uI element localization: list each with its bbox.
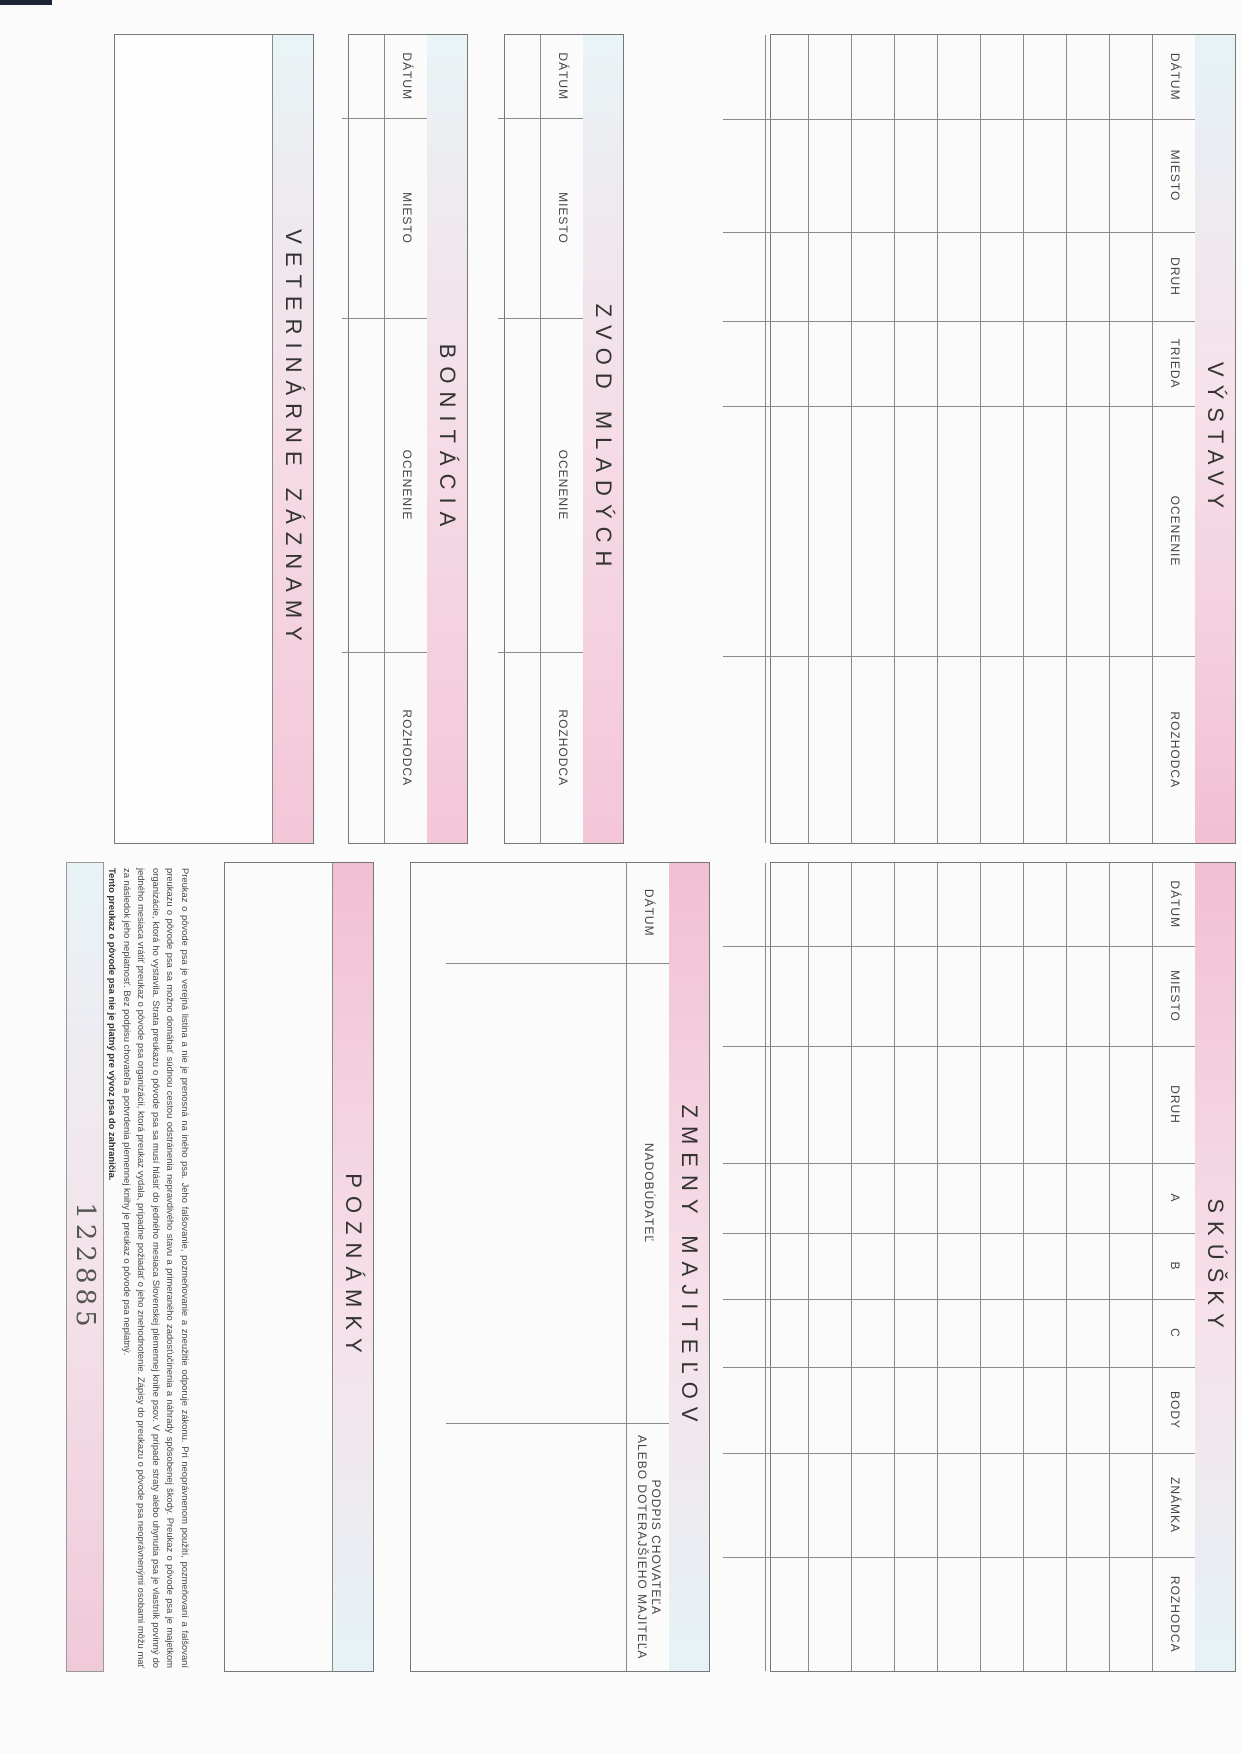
table-cell[interactable] (766, 1299, 809, 1367)
table-cell[interactable] (852, 406, 895, 656)
table-cell[interactable] (809, 406, 852, 656)
col-a: A (1153, 1163, 1196, 1233)
table-cell[interactable] (852, 35, 895, 119)
table-row (723, 35, 766, 843)
table-cell[interactable] (981, 406, 1024, 656)
table-cell[interactable] (938, 1557, 981, 1671)
table-cell[interactable] (895, 1163, 938, 1233)
table-cell[interactable] (342, 35, 385, 118)
table-cell[interactable] (1110, 1367, 1153, 1453)
zmeny-rows (446, 863, 627, 1671)
skusky-section (770, 862, 1236, 1672)
table-cell[interactable] (1110, 656, 1153, 843)
table-row (342, 35, 385, 843)
col-rozhodca: ROZHODCA (541, 652, 584, 843)
veterinarne-zaznamy-section (114, 34, 314, 844)
col-datum: DÁTUM (627, 863, 670, 963)
table-cell[interactable] (1067, 863, 1110, 946)
table-cell[interactable] (809, 863, 852, 946)
vet-title: VETERINÁRNE ZÁZNAMY (273, 35, 313, 843)
table-cell[interactable] (1024, 1299, 1067, 1367)
table-cell[interactable] (809, 119, 852, 232)
col-rozhodca: ROZHODCA (1153, 656, 1196, 843)
bonitacia-title: BONITÁCIA (427, 35, 467, 843)
col-rozhodca: ROZHODCA (1153, 1557, 1196, 1671)
table-cell[interactable] (1110, 1046, 1153, 1163)
col-c: C (1153, 1299, 1196, 1367)
table-cell[interactable] (723, 1367, 766, 1453)
table-row (981, 35, 1024, 843)
table-cell[interactable] (809, 1233, 852, 1299)
serial-number: 122885 (66, 862, 104, 1672)
bonitacia-section (348, 34, 468, 844)
poznamky-area (224, 863, 333, 1671)
table-cell[interactable] (809, 1299, 852, 1367)
table-cell[interactable] (852, 1046, 895, 1163)
table-cell[interactable] (766, 863, 809, 946)
zvod-title: ZVOD MLADÝCH (583, 35, 623, 843)
table-cell[interactable] (766, 119, 809, 232)
table-cell[interactable] (1067, 1367, 1110, 1453)
table-cell[interactable] (766, 1557, 809, 1671)
table-cell[interactable] (1067, 406, 1110, 656)
col-podpis-line2: ALEBO DOTERAJŠIEHO MAJITEĽA (635, 1435, 649, 1660)
table-cell[interactable] (766, 1046, 809, 1163)
table-cell[interactable] (852, 1557, 895, 1671)
table-cell[interactable] (938, 232, 981, 321)
table-cell[interactable] (981, 232, 1024, 321)
table-cell[interactable] (1024, 406, 1067, 656)
table-cell[interactable] (1067, 946, 1110, 1046)
table-cell[interactable] (1024, 1453, 1067, 1557)
table-cell[interactable] (1024, 232, 1067, 321)
col-nadobudatel: NADOBÚDATEĽ (627, 963, 670, 1423)
zvod-mladych-section (504, 34, 624, 844)
table-cell[interactable] (766, 1367, 809, 1453)
table-cell[interactable] (895, 863, 938, 946)
col-druh: DRUH (1153, 1046, 1196, 1163)
vystavy-rows (723, 35, 1153, 843)
table-cell[interactable] (981, 1557, 1024, 1671)
table-cell[interactable] (723, 321, 766, 406)
table-cell[interactable] (1110, 1163, 1153, 1233)
table-cell[interactable] (938, 1046, 981, 1163)
vystavy-title: VÝSTAVY (1195, 35, 1235, 843)
col-miesto: MIESTO (1153, 119, 1196, 232)
table-cell[interactable] (1067, 1163, 1110, 1233)
table-row (895, 35, 938, 843)
table-cell[interactable] (981, 656, 1024, 843)
table-cell[interactable] (1110, 1453, 1153, 1557)
poznamky-title: POZNÁMKY (333, 863, 373, 1671)
table-cell[interactable] (852, 656, 895, 843)
zmeny-header-row (627, 863, 670, 1671)
table-cell[interactable] (981, 35, 1024, 119)
col-ocenenie: OCENENIE (541, 318, 584, 652)
table-cell[interactable] (498, 318, 541, 652)
table-cell[interactable] (446, 963, 627, 1423)
table-cell[interactable] (895, 1367, 938, 1453)
table-cell[interactable] (446, 1423, 627, 1671)
zmeny-majitelov-section (410, 862, 710, 1672)
table-cell[interactable] (981, 946, 1024, 1046)
table-cell[interactable] (895, 119, 938, 232)
table-row (938, 863, 981, 1671)
table-row (852, 35, 895, 843)
col-podpis-line1: PODPIS CHOVATEĽA (648, 1479, 663, 1616)
col-druh: DRUH (1153, 232, 1196, 321)
skusky-title: SKÚŠKY (1195, 863, 1235, 1671)
table-cell[interactable] (809, 1163, 852, 1233)
table-cell[interactable] (809, 1557, 852, 1671)
table-row (723, 863, 766, 1671)
table-cell[interactable] (938, 321, 981, 406)
table-cell[interactable] (895, 232, 938, 321)
table-cell[interactable] (342, 318, 385, 652)
table-cell[interactable] (1110, 946, 1153, 1046)
table-cell[interactable] (1024, 863, 1067, 946)
vystavy-header-row (1153, 35, 1196, 843)
table-cell[interactable] (766, 35, 809, 119)
table-cell[interactable] (1110, 232, 1153, 321)
col-b: B (1153, 1233, 1196, 1299)
table-cell[interactable] (723, 1046, 766, 1163)
legal-notice-text: Preukaz o pôvode psa je verejná listina a nie je prenosná na iného psa. Jeho falšovanie, pozmeňovanie a zneužitie odporuje zákonu. Pri neoprávnenom použití, pozmeňovaní a falšovaní preukazu o pôvode psa sa možno domáhať súdnou cestou odstránenia nepravdivého stavu a primeraného zadosťučinenia a náhrady spôsobenej škody. Preukaz o pôvode psa je majetkom organizácie, ktorá ho vystavila. Strata preukazu o pôvode psa sa musí hlásiť do jedného mesiaca Slovenskej plemennej knihe psov. V prípade straty alebo uhynutia psa je vlastník povinný do jedného mesiaca vrátiť preukaz o pôvode psa organizácii, ktorá preukaz vydala, prípadne požiadať o jeho znehodnotenie. Zápisy do preukazu o pôvode psa neoprávnenými osobami môžu mať za následok jeho neplatnosť. Bez podpisu chovateľa a potvrdenia plemennej knihy je preukaz o pôvode psa neplatný. (121, 868, 191, 1668)
table-cell[interactable] (895, 321, 938, 406)
col-miesto: MIESTO (541, 118, 584, 318)
table-cell[interactable] (766, 1233, 809, 1299)
table-cell[interactable] (852, 1233, 895, 1299)
table-cell[interactable] (981, 863, 1024, 946)
table-cell[interactable] (938, 1299, 981, 1367)
table-cell[interactable] (1024, 656, 1067, 843)
table-cell[interactable] (938, 119, 981, 232)
skusky-header-row (1153, 863, 1196, 1671)
table-cell[interactable] (852, 946, 895, 1046)
table-cell[interactable] (938, 863, 981, 946)
table-cell[interactable] (1024, 1046, 1067, 1163)
table-row (852, 863, 895, 1671)
table-row (938, 35, 981, 843)
table-cell[interactable] (938, 406, 981, 656)
zvod-header-row (541, 35, 584, 843)
table-cell[interactable] (981, 1367, 1024, 1453)
table-cell[interactable] (1024, 946, 1067, 1046)
table-cell[interactable] (342, 118, 385, 318)
table-cell[interactable] (498, 118, 541, 318)
table-cell[interactable] (895, 1557, 938, 1671)
table-cell[interactable] (1024, 1163, 1067, 1233)
table-row (446, 863, 627, 1671)
table-cell[interactable] (1110, 406, 1153, 656)
col-datum: DÁTUM (541, 35, 584, 118)
table-cell[interactable] (498, 35, 541, 118)
table-row (809, 863, 852, 1671)
table-cell[interactable] (1067, 119, 1110, 232)
table-cell[interactable] (1067, 1557, 1110, 1671)
bonitacia-header-row (385, 35, 428, 843)
table-cell[interactable] (895, 1233, 938, 1299)
table-cell[interactable] (1024, 1557, 1067, 1671)
col-znamka: ZNÁMKA (1153, 1453, 1196, 1557)
table-cell[interactable] (723, 946, 766, 1046)
table-cell[interactable] (852, 1453, 895, 1557)
skusky-rows (723, 863, 1153, 1671)
table-row (766, 863, 809, 1671)
table-cell[interactable] (723, 406, 766, 656)
table-cell[interactable] (938, 1163, 981, 1233)
table-cell[interactable] (1024, 35, 1067, 119)
table-cell[interactable] (981, 1299, 1024, 1367)
table-row (1067, 35, 1110, 843)
table-cell[interactable] (1067, 1233, 1110, 1299)
zvod-rows (498, 35, 541, 843)
table-row (1110, 35, 1153, 843)
table-cell[interactable] (938, 1233, 981, 1299)
table-cell[interactable] (809, 946, 852, 1046)
table-cell[interactable] (852, 232, 895, 321)
table-row (1110, 863, 1153, 1671)
table-cell[interactable] (895, 1046, 938, 1163)
bonitacia-rows (342, 35, 385, 843)
table-cell[interactable] (809, 232, 852, 321)
table-cell[interactable] (809, 656, 852, 843)
col-datum: DÁTUM (1153, 35, 1196, 119)
table-cell[interactable] (1067, 232, 1110, 321)
table-cell[interactable] (938, 1453, 981, 1557)
table-cell[interactable] (723, 232, 766, 321)
table-cell[interactable] (895, 1299, 938, 1367)
table-cell[interactable] (1110, 863, 1153, 946)
table-cell[interactable] (723, 1557, 766, 1671)
table-cell[interactable] (852, 119, 895, 232)
table-cell[interactable] (766, 1453, 809, 1557)
table-cell[interactable] (981, 119, 1024, 232)
table-cell[interactable] (809, 1367, 852, 1453)
zvod-table (498, 35, 583, 843)
table-row (895, 863, 938, 1671)
col-datum: DÁTUM (385, 35, 428, 118)
table-cell[interactable] (1110, 1299, 1153, 1367)
col-miesto: MIESTO (1153, 946, 1196, 1046)
table-cell[interactable] (342, 652, 385, 843)
zmeny-table (446, 863, 669, 1671)
col-ocenenie: OCENENIE (1153, 406, 1196, 656)
table-cell[interactable] (766, 406, 809, 656)
col-datum: DÁTUM (1153, 863, 1196, 946)
zmeny-title: ZMENY MAJITEĽOV (669, 863, 709, 1671)
table-cell[interactable] (1024, 1367, 1067, 1453)
table-row (1024, 863, 1067, 1671)
table-row (809, 35, 852, 843)
table-cell[interactable] (1067, 1299, 1110, 1367)
table-cell[interactable] (723, 1163, 766, 1233)
table-cell[interactable] (1024, 321, 1067, 406)
table-cell[interactable] (938, 35, 981, 119)
table-cell[interactable] (1110, 1233, 1153, 1299)
table-cell[interactable] (895, 656, 938, 843)
table-cell[interactable] (895, 1453, 938, 1557)
legal-notice-bold: Tento preukaz o pôvode psa nie je platný pre vývoz psa do zahraničia. (107, 868, 119, 1181)
legal-notice (105, 868, 192, 1668)
table-cell[interactable] (895, 946, 938, 1046)
table-cell[interactable] (852, 1163, 895, 1233)
table-cell[interactable] (766, 656, 809, 843)
col-trieda: TRIEDA (1153, 321, 1196, 406)
table-cell[interactable] (852, 1299, 895, 1367)
table-cell[interactable] (981, 321, 1024, 406)
table-cell[interactable] (938, 656, 981, 843)
table-cell[interactable] (852, 1367, 895, 1453)
table-cell[interactable] (766, 946, 809, 1046)
table-cell[interactable] (809, 321, 852, 406)
table-cell[interactable] (723, 1453, 766, 1557)
table-cell[interactable] (1067, 1453, 1110, 1557)
table-cell[interactable] (981, 1046, 1024, 1163)
table-cell[interactable] (809, 1453, 852, 1557)
table-cell[interactable] (766, 321, 809, 406)
table-row (498, 35, 541, 843)
col-podpis (627, 1423, 670, 1671)
table-cell[interactable] (723, 863, 766, 946)
table-cell[interactable] (981, 1233, 1024, 1299)
table-cell[interactable] (895, 35, 938, 119)
table-row (1024, 35, 1067, 843)
table-cell[interactable] (1067, 656, 1110, 843)
table-cell[interactable] (1067, 1046, 1110, 1163)
table-cell[interactable] (895, 406, 938, 656)
table-cell[interactable] (1110, 35, 1153, 119)
table-cell[interactable] (938, 946, 981, 1046)
table-cell[interactable] (766, 232, 809, 321)
table-cell[interactable] (1024, 1233, 1067, 1299)
table-cell[interactable] (938, 1367, 981, 1453)
table-cell[interactable] (1110, 321, 1153, 406)
table-cell[interactable] (1067, 321, 1110, 406)
vystavy-section (770, 34, 1236, 844)
table-cell[interactable] (766, 1163, 809, 1233)
col-miesto: MIESTO (385, 118, 428, 318)
table-cell[interactable] (809, 1046, 852, 1163)
table-cell[interactable] (809, 35, 852, 119)
table-cell[interactable] (723, 35, 766, 119)
table-cell[interactable] (1110, 119, 1153, 232)
vystavy-table (723, 35, 1195, 843)
table-cell[interactable] (981, 1163, 1024, 1233)
table-cell[interactable] (446, 863, 627, 963)
skusky-table (723, 863, 1195, 1671)
poznamky-section (224, 862, 374, 1672)
table-row (766, 35, 809, 843)
table-cell[interactable] (723, 656, 766, 843)
table-cell[interactable] (723, 119, 766, 232)
table-cell[interactable] (723, 1299, 766, 1367)
table-cell[interactable] (852, 863, 895, 946)
table-cell[interactable] (723, 1233, 766, 1299)
col-body: BODY (1153, 1367, 1196, 1453)
table-cell[interactable] (1110, 1557, 1153, 1671)
table-row (981, 863, 1024, 1671)
table-cell[interactable] (498, 652, 541, 843)
bonitacia-table (342, 35, 427, 843)
table-cell[interactable] (852, 321, 895, 406)
table-cell[interactable] (981, 1453, 1024, 1557)
col-ocenenie: OCENENIE (385, 318, 428, 652)
vet-records-area (116, 35, 273, 843)
table-cell[interactable] (1024, 119, 1067, 232)
table-row (1067, 863, 1110, 1671)
col-rozhodca: ROZHODCA (385, 652, 428, 843)
table-cell[interactable] (1067, 35, 1110, 119)
